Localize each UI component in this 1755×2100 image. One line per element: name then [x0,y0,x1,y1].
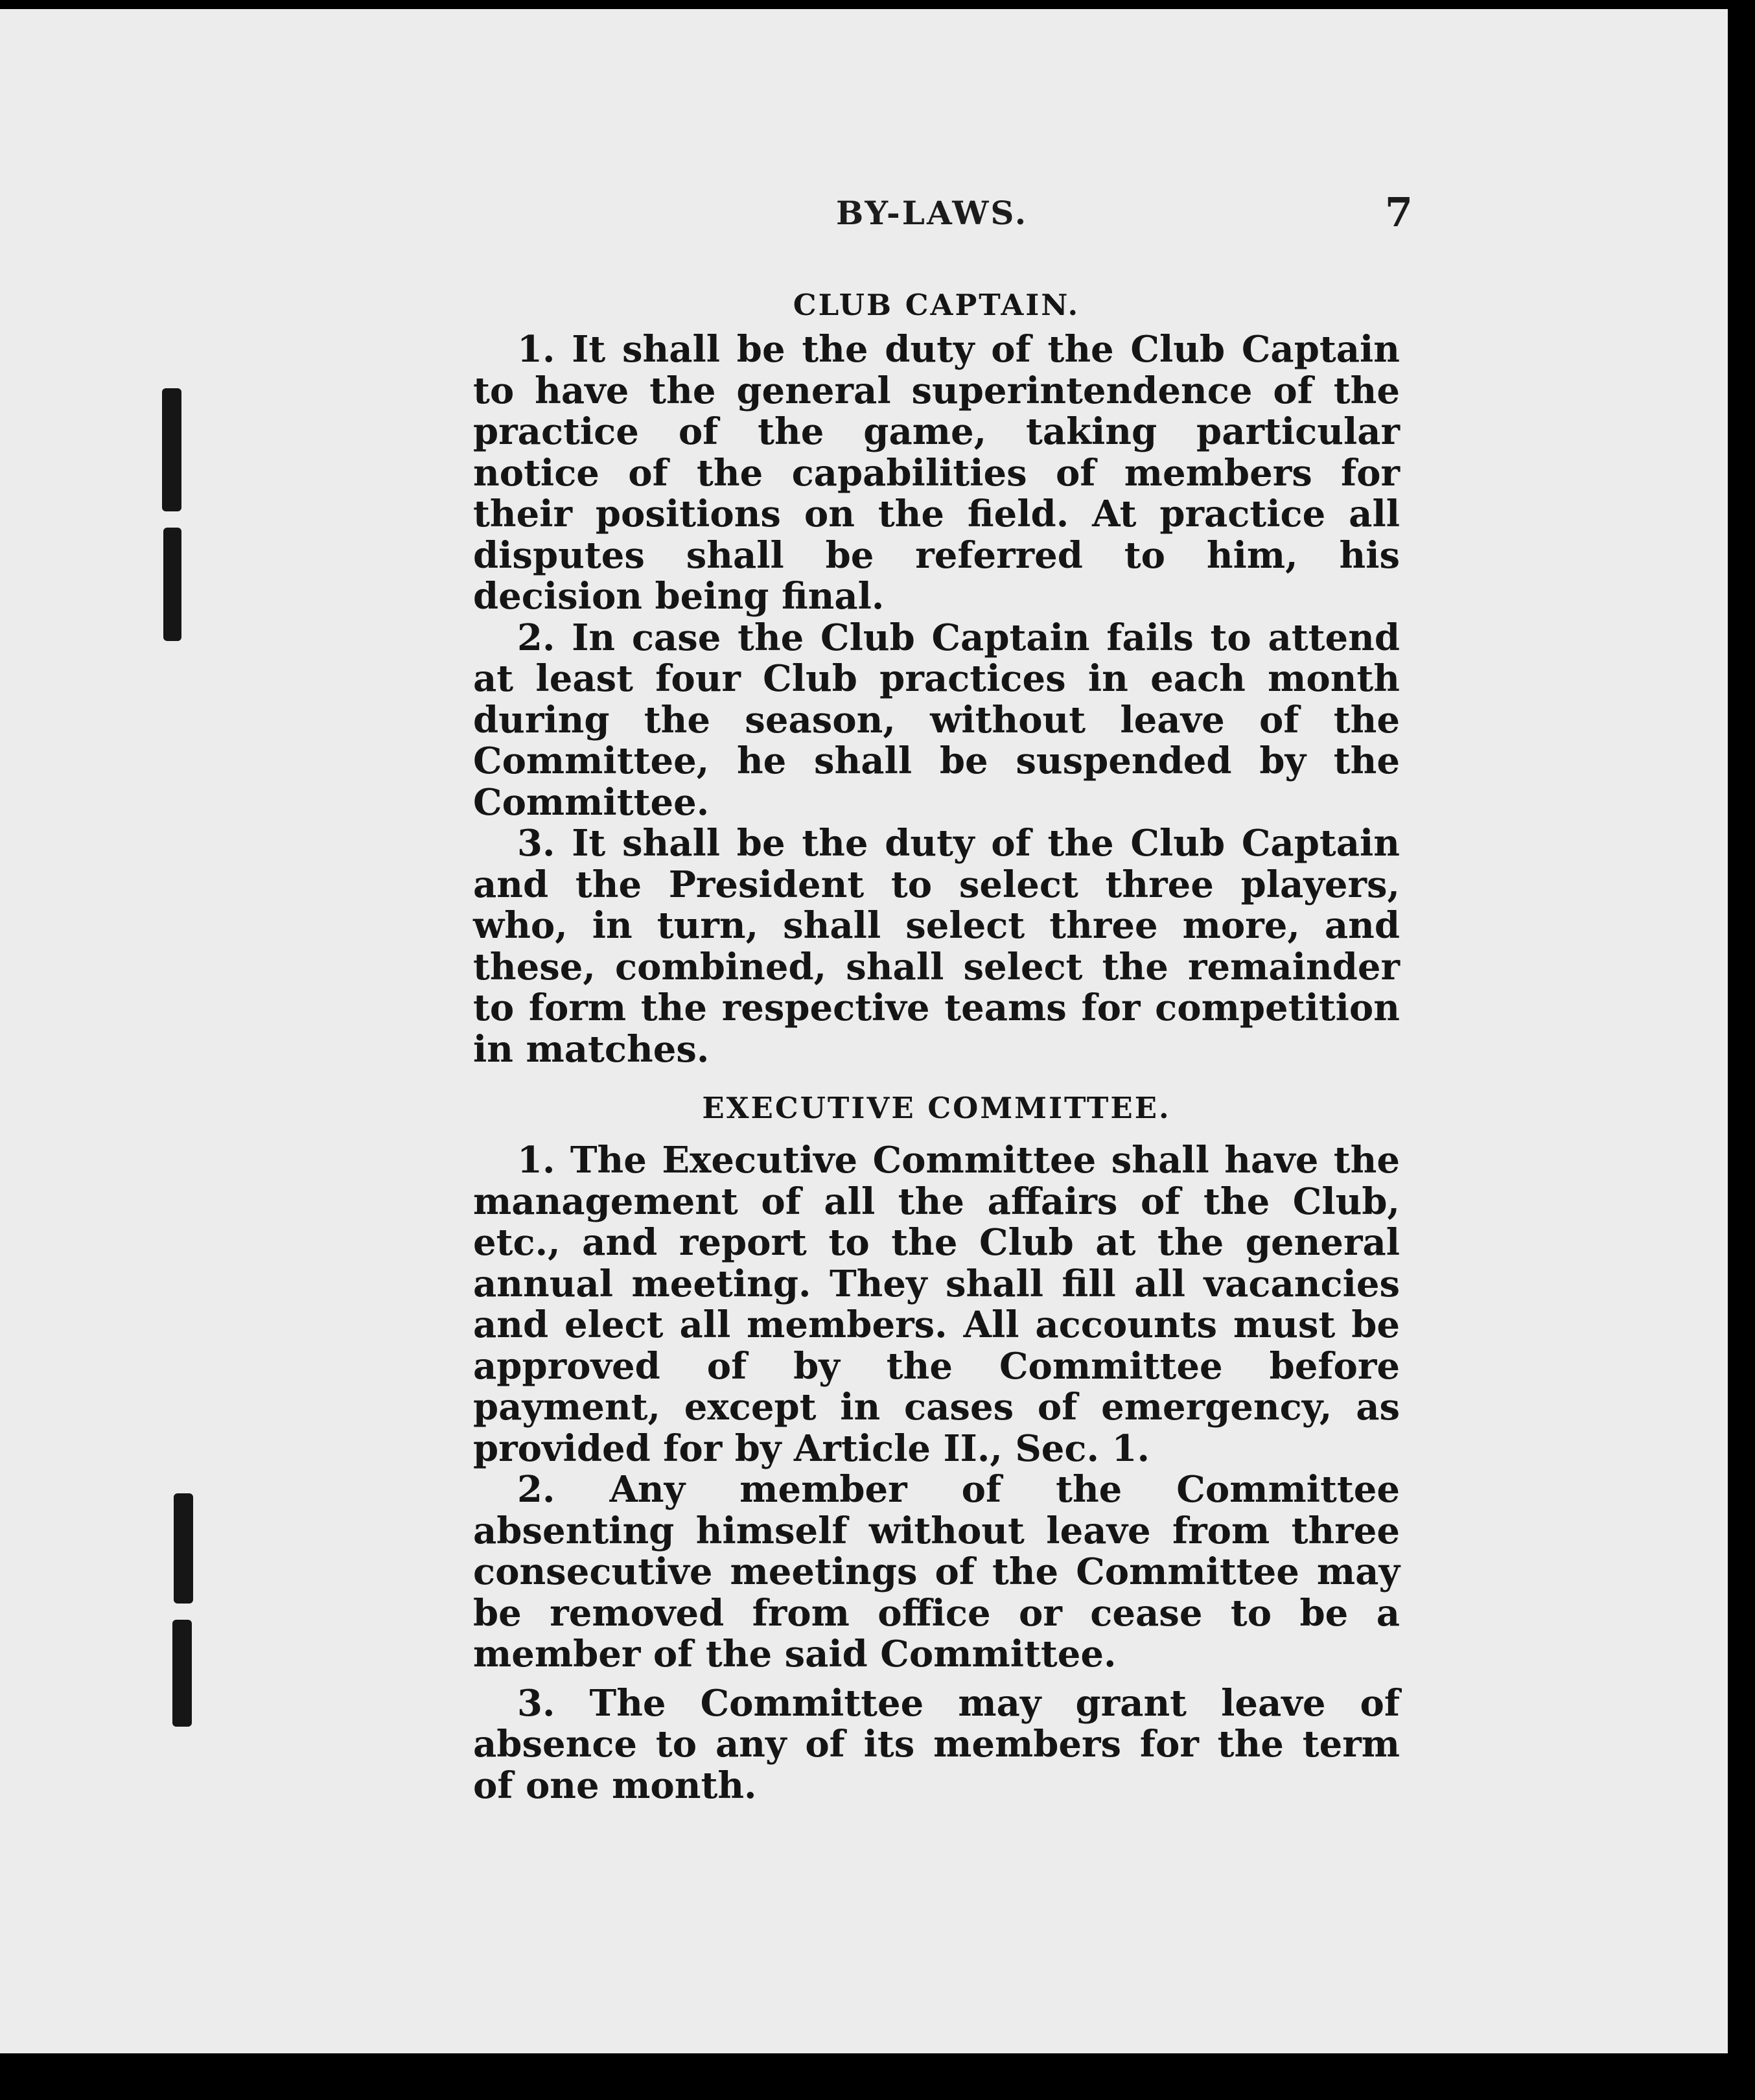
page-header [836,189,1413,246]
binding-mark-top-1 [162,388,181,511]
binding-mark-bottom-1 [174,1493,193,1604]
club-captain-clause-2: 2. In case the Club Captain fails to attend at least four Club practices in each month during the season, without leave of the Committee, he shall be suspended by the Committee. [473,616,1400,824]
binding-mark-bottom-2 [172,1620,192,1727]
section-heading-executive-committee: EXECUTIVE COMMITTEE. [702,1091,1171,1125]
section-heading-club-captain: CLUB CAPTAIN. [793,288,1080,322]
executive-committee-clause-3: 3. The Committee may grant leave of absence to any of its members for the term of one month. [473,1681,1400,1807]
section-gap [473,1070,1400,1084]
club-captain-clause-1: 1. It shall be the duty of the Club Captain to have the general superintendence of the practice of the game, taking particular notice of the capabilities of members for their positions on the field. At practice all disputes shall be referred to him, his decision being final. [473,328,1400,618]
body-text [473,281,1400,1806]
page-number: 7 [1384,189,1413,236]
running-title: BY-LAWS. [836,194,1029,232]
executive-committee-clause-2: 2. Any member of the Committee absenting himself without leave from three consecutive meetings of the Committee may be removed from office or cease to be a member of the said Committee. [473,1468,1400,1675]
book-page [0,9,1728,2053]
club-captain-clause-3: 3. It shall be the duty of the Club Captain and the President to select three players, who, in turn, shall select three more, and these, combined, shall select the remainder to form the respective teams for competition in matches. [473,822,1400,1071]
binding-mark-top-2 [163,528,181,641]
executive-committee-clause-1: 1. The Executive Committee shall have the management of all the affairs of the Club, etc., and report to the Club at the general annual meeting. They shall fill all vacancies and elect all members. All accounts must be approved of by the Committee before payment, except in cases of emergency, as provided for by Article II., Sec. 1. [473,1139,1400,1470]
